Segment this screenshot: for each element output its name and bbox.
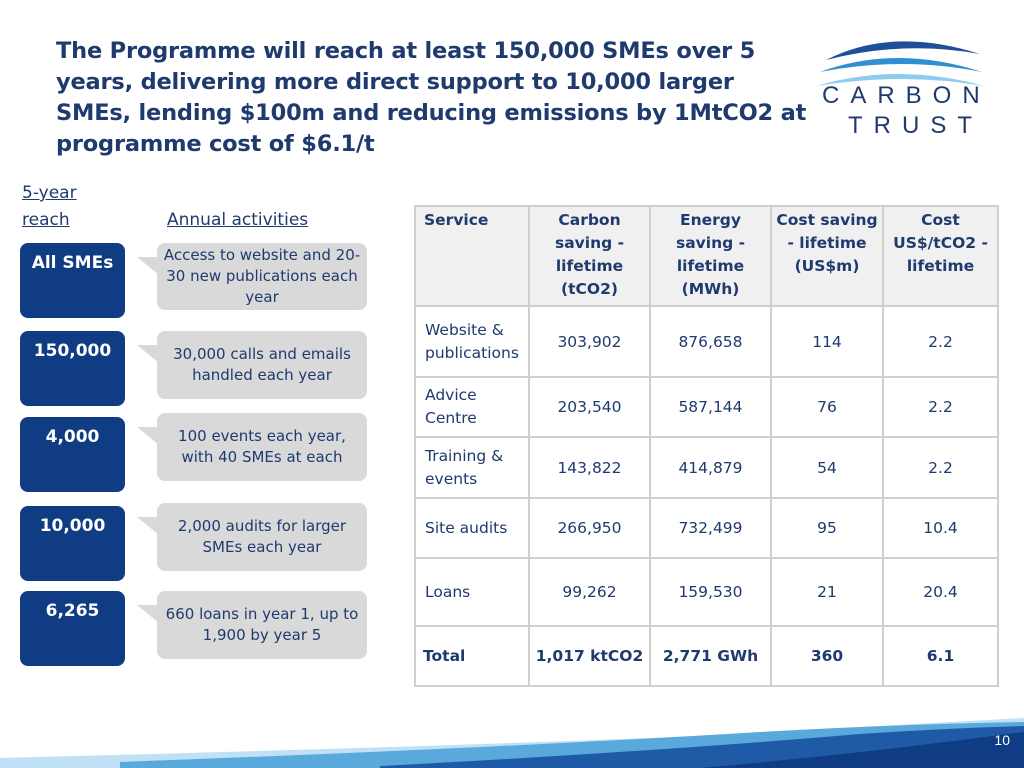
- reach-box-10000: 10,000: [20, 506, 125, 581]
- service-name: Website & publications: [415, 306, 529, 377]
- service-name: Loans: [415, 558, 529, 626]
- slide-title: The Programme will reach at least 150,000 SMEs over 5 years, delivering more direct support to 10,000 larger SMEs, lending $100m and reducing emissions by 1MtCO2 at programme cost of $6.1/t: [56, 38, 807, 157]
- energy-saving-cell: 414,879: [650, 437, 771, 498]
- cost-saving-cell: 54: [771, 437, 883, 498]
- table-header-row: [415, 206, 998, 306]
- reach-heading: 5-year reach: [22, 183, 77, 230]
- header-service: Service: [415, 206, 529, 306]
- carbon-trust-logo: [812, 30, 992, 145]
- cost-saving-cell: 95: [771, 498, 883, 558]
- footer-wave-band: [0, 718, 1024, 768]
- carbon-saving-cell: 203,540: [529, 377, 650, 437]
- total-cost-saving: 360: [771, 626, 883, 686]
- activities-heading: Annual activities: [167, 210, 309, 230]
- reach-box-4000: 4,000: [20, 417, 125, 492]
- reach-box-150000: 150,000: [20, 331, 125, 406]
- energy-saving-cell: 159,530: [650, 558, 771, 626]
- service-name: Advice Centre: [415, 377, 529, 437]
- reach-box-all-smes: All SMEs: [20, 243, 125, 318]
- total-carbon-saving: 1,017 ktCO2: [529, 626, 650, 686]
- cost-per-tonne-cell: 20.4: [883, 558, 998, 626]
- logo-swoosh-icon: [812, 30, 992, 90]
- activity-bubble-loans: 660 loans in year 1, up to 1,900 by year 5: [157, 591, 367, 659]
- cost-saving-cell: 76: [771, 377, 883, 437]
- total-label: Total: [415, 626, 529, 686]
- activity-bubble-calls: 30,000 calls and emails handled each year: [157, 331, 367, 399]
- service-savings-table: [414, 205, 999, 687]
- activity-bubble-website: Access to website and 20-30 new publications each year: [157, 243, 367, 310]
- table-row: [415, 377, 998, 437]
- header-energy-saving: Energy saving - lifetime (MWh): [650, 206, 771, 306]
- total-energy-saving: 2,771 GWh: [650, 626, 771, 686]
- service-name: Training & events: [415, 437, 529, 498]
- carbon-saving-cell: 303,902: [529, 306, 650, 377]
- activity-bubble-events: 100 events each year, with 40 SMEs at each: [157, 413, 367, 481]
- table-row: [415, 558, 998, 626]
- cost-saving-cell: 114: [771, 306, 883, 377]
- carbon-saving-cell: 99,262: [529, 558, 650, 626]
- service-name: Site audits: [415, 498, 529, 558]
- table-row: [415, 437, 998, 498]
- table-total-row: [415, 626, 998, 686]
- header-carbon-saving: Carbon saving - lifetime (tCO2): [529, 206, 650, 306]
- total-cost-per-tonne: 6.1: [883, 626, 998, 686]
- reach-box-6265: 6,265: [20, 591, 125, 666]
- page-number: 10: [994, 732, 1010, 748]
- logo-line1: CARBON: [822, 82, 991, 109]
- energy-saving-cell: 587,144: [650, 377, 771, 437]
- energy-saving-cell: 876,658: [650, 306, 771, 377]
- energy-saving-cell: 732,499: [650, 498, 771, 558]
- header-cost-saving: Cost saving - lifetime (US$m): [771, 206, 883, 306]
- cost-saving-cell: 21: [771, 558, 883, 626]
- cost-per-tonne-cell: 10.4: [883, 498, 998, 558]
- cost-per-tonne-cell: 2.2: [883, 377, 998, 437]
- table-row: [415, 306, 998, 377]
- cost-per-tonne-cell: 2.2: [883, 306, 998, 377]
- cost-per-tonne-cell: 2.2: [883, 437, 998, 498]
- carbon-saving-cell: 143,822: [529, 437, 650, 498]
- carbon-saving-cell: 266,950: [529, 498, 650, 558]
- activity-bubble-audits: 2,000 audits for larger SMEs each year: [157, 503, 367, 571]
- header-cost-per-tonne: Cost US$/tCO2 - lifetime: [883, 206, 998, 306]
- table-row: [415, 498, 998, 558]
- logo-line2: TRUST: [848, 112, 983, 139]
